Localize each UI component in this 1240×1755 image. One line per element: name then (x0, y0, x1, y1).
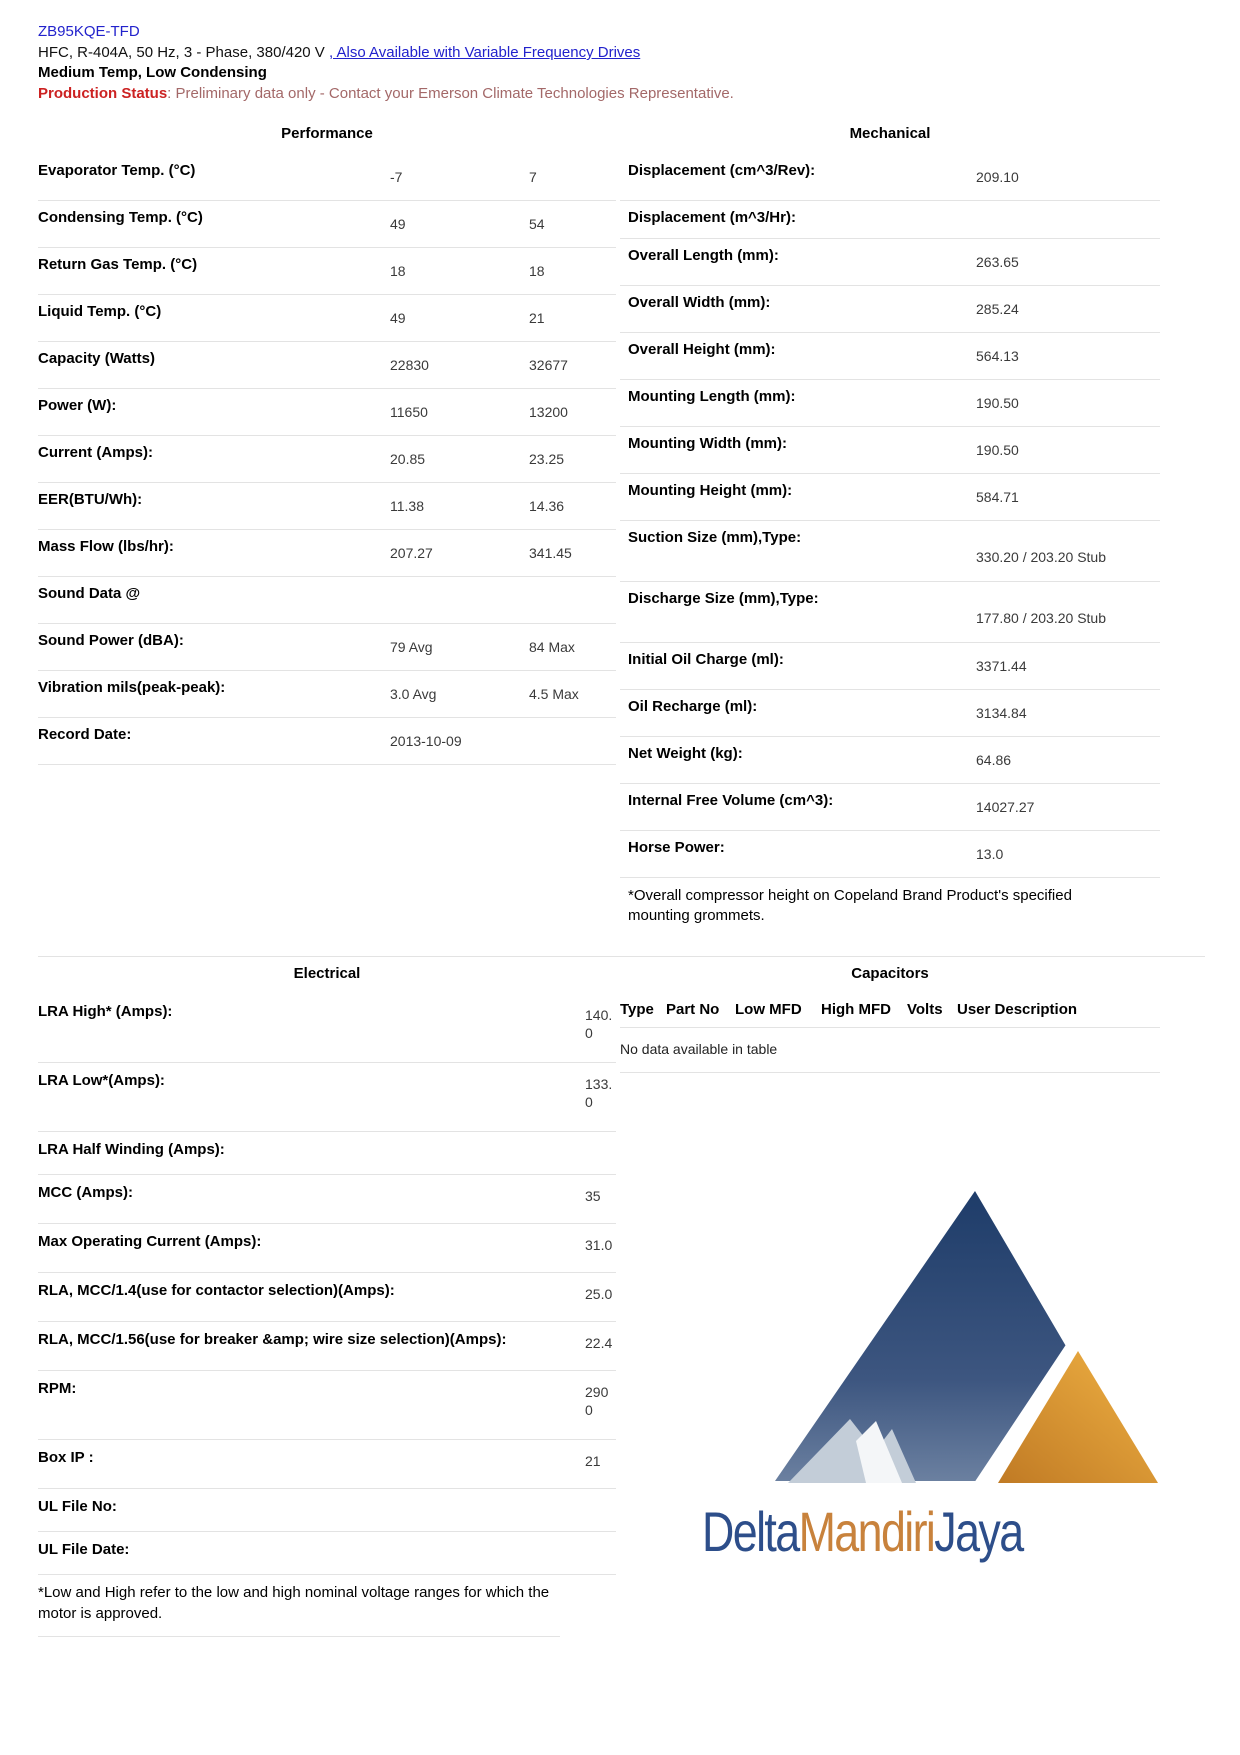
row-label: Overall Width (mm): (628, 294, 771, 311)
table-row (620, 643, 1160, 690)
row-label: Evaporator Temp. (°C) (38, 162, 196, 179)
row-value: 22.4 (585, 1335, 613, 1351)
company-logo (660, 1171, 1160, 1563)
row-label: Liquid Temp. (°C) (38, 303, 162, 320)
row-value: 84 Max (529, 639, 575, 655)
row-label: Overall Length (mm): (628, 247, 779, 264)
row-value: 3.0 Avg (390, 686, 437, 702)
table-row (620, 427, 1160, 474)
header (38, 22, 1205, 103)
table-row (620, 201, 1160, 239)
table-row (38, 1273, 616, 1322)
row-label: Discharge Size (mm),Type: (628, 590, 819, 607)
table-row (620, 474, 1160, 521)
company-wordmark (702, 1500, 1068, 1563)
table-row (38, 577, 616, 624)
vfd-link[interactable]: , Also Available with Variable Frequency Drives (328, 44, 641, 61)
table-row (620, 239, 1160, 286)
row-value: 190.50 (976, 442, 1019, 458)
row-value: 14027.27 (976, 799, 1035, 815)
row-label: Net Weight (kg): (628, 745, 743, 762)
capacitors-title: Capacitors (851, 965, 929, 982)
row-label: Sound Power (dBA): (38, 632, 184, 649)
row-value: 22830 (390, 357, 429, 373)
row-value: 23.25 (529, 451, 565, 467)
performance-table (38, 154, 616, 765)
row-label: Internal Free Volume (cm^3): (628, 792, 834, 809)
row-value: 285.24 (976, 301, 1019, 317)
row-value: 11.38 (390, 498, 424, 514)
row-value: 18 (529, 263, 545, 279)
mechanical-title: Mechanical (849, 125, 931, 142)
row-label: LRA Half Winding (Amps): (38, 1141, 225, 1158)
electrical-table (38, 994, 616, 1575)
row-value: 64.86 (976, 752, 1012, 768)
row-label: UL File Date: (38, 1541, 130, 1558)
table-row (620, 582, 1160, 643)
row-value (585, 1532, 616, 1544)
row-value: 263.65 (976, 254, 1019, 270)
row-label: Record Date: (38, 726, 132, 743)
row-label: Vibration mils(peak-peak): (38, 679, 226, 696)
column-header: Part No (666, 1001, 720, 1018)
bottom-tables (38, 957, 1240, 1637)
row-value: 564.13 (976, 348, 1019, 364)
row-value: 584.71 (976, 489, 1019, 505)
row-value: 330.20 / 203.20 Stub (976, 549, 1106, 565)
table-row (38, 248, 616, 295)
table-row (38, 295, 616, 342)
row-label: EER(BTU/Wh): (38, 491, 143, 508)
row-label: Condensing Temp. (°C) (38, 209, 203, 226)
row-value: 49 (390, 310, 406, 326)
mechanical-section (620, 117, 1160, 956)
row-value: -7 (390, 169, 403, 185)
table-row (620, 521, 1160, 582)
temp-condensing-line: Medium Temp, Low Condensing (38, 64, 267, 81)
row-value: 2900 (585, 1384, 609, 1418)
table-row (38, 483, 616, 530)
refrigerant-spec: HFC, R-404A, 50 Hz, 3 - Phase, 380/420 V (38, 44, 329, 61)
row-value: 190.50 (976, 395, 1019, 411)
electrical-title: Electrical (293, 965, 361, 982)
table-row (38, 624, 616, 671)
row-value: 209.10 (976, 169, 1019, 185)
table-row (620, 154, 1160, 201)
production-status (38, 84, 1205, 103)
row-label: Oil Recharge (ml): (628, 698, 758, 715)
column-header: High MFD (821, 1001, 891, 1018)
row-value: 32677 (529, 357, 568, 373)
row-label: LRA High* (Amps): (38, 1003, 173, 1020)
column-header: User Description (957, 1001, 1078, 1018)
mechanical-table (620, 154, 1160, 878)
row-label: Mass Flow (lbs/hr): (38, 538, 174, 555)
row-value: 177.80 / 203.20 Stub (976, 610, 1106, 626)
capacitors-empty-message: No data available in table (620, 1028, 1160, 1073)
row-value: 207.27 (390, 545, 433, 561)
table-row (38, 389, 616, 436)
row-value: 54 (529, 216, 545, 232)
row-value: 21 (529, 310, 545, 326)
mechanical-footnote: *Overall compressor height on Copeland Brand Product's specified mounting grommets. (628, 887, 1072, 924)
table-row (620, 333, 1160, 380)
table-row (38, 201, 616, 248)
performance-section (38, 117, 616, 765)
row-value (529, 577, 616, 592)
row-label: MCC (Amps): (38, 1184, 133, 1201)
row-label: RPM: (38, 1380, 77, 1397)
row-label: Current (Amps): (38, 444, 153, 461)
table-row (38, 718, 616, 765)
row-label: UL File No: (38, 1498, 117, 1515)
row-value (976, 201, 1160, 216)
row-value: 49 (390, 216, 406, 232)
row-value (390, 577, 529, 592)
row-label: Return Gas Temp. (°C) (38, 256, 198, 273)
row-label: Sound Data @ (38, 585, 141, 602)
table-row (620, 380, 1160, 427)
row-label: Mounting Width (mm): (628, 435, 787, 452)
column-header: Type (620, 1001, 654, 1018)
row-value: 341.45 (529, 545, 572, 561)
table-row (38, 436, 616, 483)
row-label: RLA, MCC/1.56(use for breaker &amp; wire size selection)(Amps): (38, 1331, 507, 1348)
row-label: RLA, MCC/1.4(use for contactor selection)(Amps): (38, 1282, 395, 1299)
wordmark-delta: Delta (702, 1500, 799, 1563)
table-row (620, 690, 1160, 737)
table-row (38, 1224, 616, 1273)
row-value: 31.0 (585, 1237, 613, 1253)
wordmark-jaya: Jaya (934, 1500, 1023, 1563)
row-value: 133.0 (585, 1076, 613, 1110)
row-value: 13200 (529, 404, 568, 420)
table-row (38, 1322, 616, 1371)
row-label: Power (W): (38, 397, 117, 414)
mountain-logo-graphic (660, 1171, 1160, 1483)
row-value: 2013-10-09 (390, 733, 462, 749)
electrical-section (38, 957, 616, 1637)
row-value: 25.0 (585, 1286, 613, 1302)
table-row (38, 1489, 616, 1532)
table-row (620, 286, 1160, 333)
table-row (38, 530, 616, 577)
table-row (38, 1371, 616, 1440)
row-label: Initial Oil Charge (ml): (628, 651, 784, 668)
electrical-footnote: *Low and High refer to the low and high nominal voltage ranges for which the motor is approved. (38, 1575, 560, 1637)
capacitors-section (620, 957, 1160, 1563)
row-value: 13.0 (976, 846, 1004, 862)
row-value: 7 (529, 169, 537, 185)
row-value: 21 (585, 1453, 601, 1469)
table-row (38, 671, 616, 718)
top-tables (38, 117, 1205, 956)
row-label: Horse Power: (628, 839, 725, 856)
row-label: LRA Low*(Amps): (38, 1072, 165, 1089)
table-row (38, 1175, 616, 1224)
row-value: 3134.84 (976, 705, 1027, 721)
wordmark-mandiri: Mandiri (798, 1500, 935, 1563)
row-label: Mounting Height (mm): (628, 482, 793, 499)
row-value: 4.5 Max (529, 686, 579, 702)
row-value: 140.0 (585, 1007, 613, 1041)
row-value: 79 Avg (390, 639, 433, 655)
row-label: Capacity (Watts) (38, 350, 155, 367)
column-header: Volts (907, 1001, 943, 1018)
table-row (38, 342, 616, 389)
row-value (585, 1489, 616, 1501)
capacitors-header-row (620, 994, 1160, 1028)
table-row (38, 1063, 616, 1132)
spec-line (38, 43, 1205, 62)
table-row (38, 1532, 616, 1575)
row-label: Displacement (m^3/Hr): (628, 209, 796, 226)
table-row (38, 154, 616, 201)
column-header: Low MFD (735, 1001, 802, 1018)
production-status-label: Production Status (38, 85, 168, 102)
table-row (38, 1440, 616, 1489)
table-row (620, 831, 1160, 878)
row-value: 11650 (390, 404, 428, 420)
production-status-text: : Preliminary data only - Contact your Emerson Climate Technologies Representative. (167, 85, 734, 102)
row-label: Overall Height (mm): (628, 341, 776, 358)
row-label: Mounting Length (mm): (628, 388, 796, 405)
row-value: 14.36 (529, 498, 565, 514)
performance-title: Performance (281, 125, 373, 142)
row-label: Box IP : (38, 1449, 94, 1466)
table-row (38, 994, 616, 1063)
row-value: 18 (390, 263, 406, 279)
table-row (38, 1132, 616, 1175)
row-value: 35 (585, 1188, 601, 1204)
row-value (529, 718, 616, 733)
table-row (620, 737, 1160, 784)
row-label: Suction Size (mm),Type: (628, 529, 802, 546)
row-label: Displacement (cm^3/Rev): (628, 162, 816, 179)
model-code: ZB95KQE-TFD (38, 23, 140, 40)
row-label: Max Operating Current (Amps): (38, 1233, 262, 1250)
row-value: 3371.44 (976, 658, 1027, 674)
row-value (585, 1132, 616, 1144)
row-value: 20.85 (390, 451, 426, 467)
table-row (620, 784, 1160, 831)
